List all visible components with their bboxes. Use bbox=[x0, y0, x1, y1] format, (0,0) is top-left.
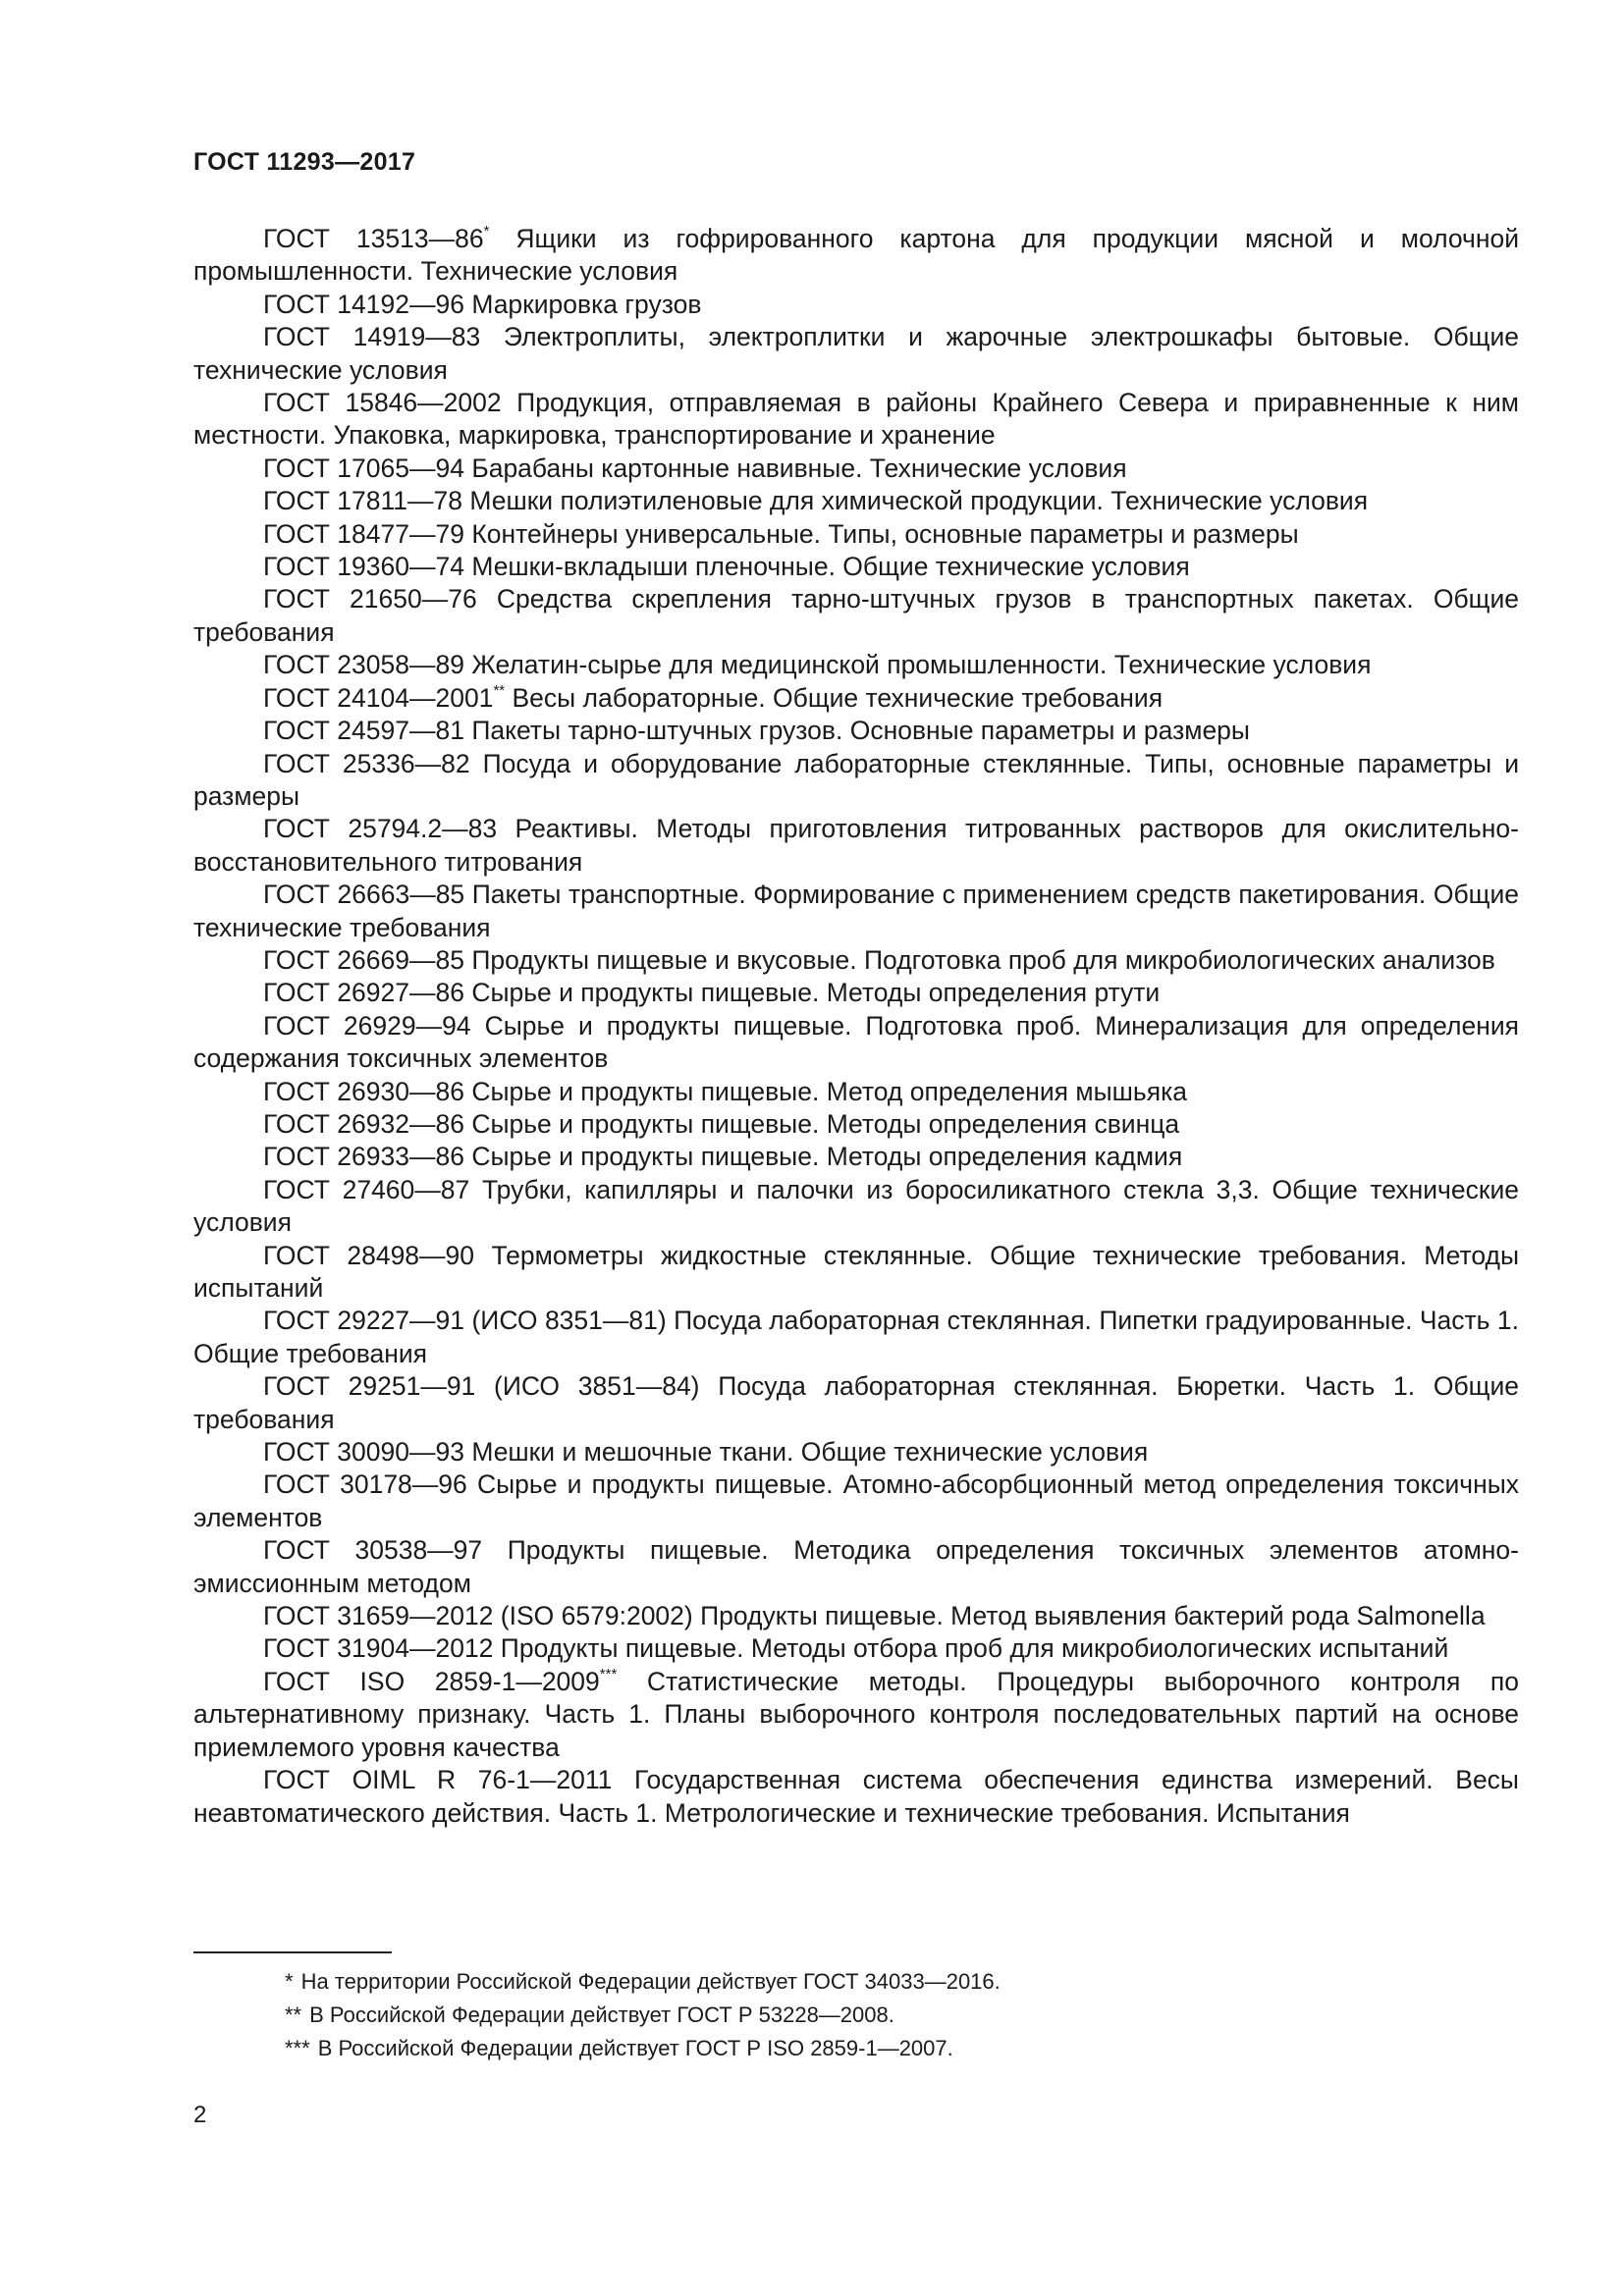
footnote-text: На территории Российской Федерации действует ГОСТ 34033—2016. bbox=[300, 1969, 1001, 1994]
reference-code: ГОСТ 28498—90 bbox=[263, 1240, 475, 1270]
reference-title: Желатин-сырье для медицинской промышленности. Технические условия bbox=[463, 650, 1372, 680]
reference-entry bbox=[193, 1534, 1519, 1600]
reference-entry bbox=[193, 1666, 1519, 1764]
reference-entry bbox=[193, 1240, 1519, 1306]
reference-entry bbox=[193, 649, 1519, 681]
reference-code: ГОСТ OIML R 76-1—2011 bbox=[263, 1765, 613, 1795]
footnote-mark: *** bbox=[285, 2036, 310, 2060]
reference-code: ГОСТ 25336—82 bbox=[263, 748, 470, 778]
reference-title: (ИСО 8351—81) Посуда лабораторная стеклянная. Пипетки градуированные. Часть 1. Общие требования bbox=[193, 1306, 1519, 1368]
reference-code: ГОСТ 14919—83 bbox=[263, 322, 481, 352]
footnote-text: В Российской Федерации действует ГОСТ Р 53228—2008. bbox=[309, 2002, 894, 2027]
reference-entry bbox=[193, 551, 1519, 583]
reference-entry bbox=[193, 715, 1519, 747]
reference-title: Маркировка грузов bbox=[463, 289, 702, 319]
footnote-mark: * bbox=[483, 223, 490, 240]
reference-entry bbox=[193, 453, 1519, 485]
page-number: 2 bbox=[193, 2102, 207, 2128]
reference-title: Посуда и оборудование лабораторные стеклянные. Типы, основные параметры и размеры bbox=[193, 748, 1519, 811]
reference-entry bbox=[193, 1632, 1519, 1665]
footnote-mark: ** bbox=[285, 2002, 302, 2027]
reference-entry bbox=[193, 289, 1519, 321]
footnote bbox=[285, 1966, 1001, 1998]
reference-title: Весы лабораторные. Общие технические требования bbox=[505, 682, 1164, 713]
reference-title: Мешки полиэтиленовые для химической продукции. Технические условия bbox=[461, 486, 1369, 516]
reference-code: ГОСТ 14192—96 bbox=[263, 289, 464, 319]
reference-code: ГОСТ 30538—97 bbox=[263, 1535, 483, 1566]
reference-entry bbox=[193, 1468, 1519, 1534]
reference-code: ГОСТ 26669—85 bbox=[263, 944, 464, 975]
reference-code: ГОСТ 21650—76 bbox=[263, 584, 477, 614]
reference-title: Пакеты транспортные. Формирование с применением средств пакетирования. Общие технические требования bbox=[193, 880, 1519, 942]
footnote-separator bbox=[193, 1951, 392, 1953]
reference-code: ГОСТ 26930—86 bbox=[263, 1076, 464, 1106]
reference-title: Ящики из гофрированного картона для продукции мясной и молочной промышленности. Технические условия bbox=[193, 224, 1520, 287]
reference-entry bbox=[193, 1010, 1519, 1076]
reference-entry bbox=[193, 1305, 1519, 1370]
reference-title: Сырье и продукты пищевые. Метод определения мышьяка bbox=[463, 1076, 1187, 1106]
reference-entry bbox=[193, 1600, 1519, 1632]
reference-title: (ISO 6579:2002) Продукты пищевые. Метод выявления бактерий рода Salmonella bbox=[493, 1601, 1486, 1631]
reference-code: ГОСТ 18477—79 bbox=[263, 518, 464, 549]
reference-title: Контейнеры универсальные. Типы, основные параметры и размеры bbox=[463, 518, 1299, 549]
normative-references-list bbox=[193, 223, 1519, 1830]
reference-code: ГОСТ 31904—2012 bbox=[263, 1633, 494, 1664]
reference-code: ГОСТ 15846—2002 bbox=[263, 388, 502, 418]
reference-title: Сырье и продукты пищевые. Атомно-абсорбционный метод определения токсичных элементов bbox=[193, 1469, 1520, 1532]
reference-code: ГОСТ 30178—96 bbox=[263, 1469, 467, 1500]
reference-entry bbox=[193, 748, 1519, 814]
footnote bbox=[285, 2000, 1001, 2031]
reference-code: ГОСТ 17065—94 bbox=[263, 453, 464, 483]
reference-entry bbox=[193, 387, 1519, 453]
footnote-mark: * bbox=[285, 1969, 294, 1994]
reference-code: ГОСТ 24104—2001 bbox=[263, 682, 494, 713]
footnotes bbox=[285, 1966, 1001, 2066]
reference-code: ГОСТ 26933—86 bbox=[263, 1142, 464, 1172]
reference-entry bbox=[193, 321, 1519, 387]
reference-entry bbox=[193, 1076, 1519, 1108]
reference-code: ГОСТ 17811—78 bbox=[263, 486, 462, 516]
reference-title: Сырье и продукты пищевые. Методы определения ртути bbox=[463, 978, 1161, 1008]
reference-code: ГОСТ 27460—87 bbox=[263, 1174, 470, 1204]
reference-code: ГОСТ 25794.2—83 bbox=[263, 814, 498, 844]
reference-entry bbox=[193, 1764, 1519, 1830]
reference-title: Продукция, отправляемая в районы Крайнего Севера и приравненные к ним местности. Упаковка, маркировка, транспортирование и хранение bbox=[193, 388, 1519, 451]
reference-code: ГОСТ 13513—86 bbox=[263, 224, 484, 253]
reference-title: Сырье и продукты пищевые. Методы определения свинца bbox=[463, 1108, 1180, 1139]
reference-title: Электроплиты, электроплитки и жарочные электрошкафы бытовые. Общие технические условия bbox=[193, 322, 1519, 385]
reference-code: ГОСТ 31659—2012 bbox=[263, 1601, 494, 1631]
reference-title: Пакеты тарно-штучных грузов. Основные параметры и размеры bbox=[463, 716, 1250, 746]
reference-title: Термометры жидкостные стеклянные. Общие технические требования. Методы испытаний bbox=[193, 1240, 1519, 1303]
footnote-text: В Российской Федерации действует ГОСТ Р ISO 2859-1—2007. bbox=[317, 2036, 953, 2060]
reference-entry bbox=[193, 813, 1519, 879]
reference-code: ГОСТ 26929—94 bbox=[263, 1010, 471, 1041]
document-header: ГОСТ 11293—2017 bbox=[193, 148, 416, 176]
reference-title: Сырье и продукты пищевые. Методы определения кадмия bbox=[463, 1142, 1183, 1172]
reference-title: Продукты пищевые. Методы отбора проб для микробиологических испытаний bbox=[493, 1633, 1449, 1664]
reference-title: (ИСО 3851—84) Посуда лабораторная стеклянная. Бюретки. Часть 1. Общие требования bbox=[193, 1371, 1519, 1434]
reference-title: Продукты пищевые. Методика определения токсичных элементов атомно-эмиссионным методом bbox=[193, 1535, 1519, 1598]
reference-entry bbox=[193, 682, 1519, 715]
reference-code: ГОСТ ISO 2859-1—2009 bbox=[263, 1666, 600, 1696]
reference-code: ГОСТ 23058—89 bbox=[263, 650, 464, 680]
reference-title: Мешки-вкладыши пленочные. Общие технические условия bbox=[463, 552, 1190, 582]
reference-title: Сырье и продукты пищевые. Подготовка проб. Минерализация для определения содержания токсичных элементов bbox=[193, 1010, 1519, 1074]
footnote-mark: *** bbox=[599, 1666, 618, 1683]
reference-code: ГОСТ 26927—86 bbox=[263, 978, 464, 1008]
reference-title: Средства скрепления тарно-штучных грузов в транспортных пакетах. Общие требования bbox=[193, 584, 1520, 647]
reference-entry bbox=[193, 879, 1519, 944]
reference-entry bbox=[193, 583, 1519, 649]
reference-entry bbox=[193, 1174, 1519, 1240]
reference-entry bbox=[193, 1141, 1519, 1173]
reference-title: Государственная система обеспечения единства измерений. Весы неавтоматического действия. Часть 1. Метрологические и технические требования. Испытания bbox=[193, 1765, 1519, 1828]
reference-entry bbox=[193, 223, 1519, 289]
reference-title: Продукты пищевые и вкусовые. Подготовка проб для микробиологических анализов bbox=[463, 944, 1495, 975]
reference-entry bbox=[193, 977, 1519, 1009]
reference-title: Мешки и мешочные ткани. Общие технические условия bbox=[463, 1437, 1149, 1468]
reference-code: ГОСТ 29251—91 bbox=[263, 1371, 476, 1402]
footnote-mark: ** bbox=[493, 681, 506, 699]
reference-title: Статистические методы. Процедуры выборочного контроля по альтернативному признаку. Часть 1. Планы выборочного контроля последовательных партий на основе приемлемого уровня качества bbox=[193, 1666, 1519, 1762]
reference-code: ГОСТ 19360—74 bbox=[263, 552, 464, 582]
reference-code: ГОСТ 26663—85 bbox=[263, 880, 465, 910]
reference-code: ГОСТ 29227—91 bbox=[263, 1306, 465, 1336]
reference-code: ГОСТ 30090—93 bbox=[263, 1437, 464, 1468]
reference-entry bbox=[193, 944, 1519, 977]
reference-code: ГОСТ 26932—86 bbox=[263, 1108, 464, 1139]
reference-entry bbox=[193, 518, 1519, 551]
reference-entry bbox=[193, 1436, 1519, 1468]
reference-title: Барабаны картонные навивные. Технические условия bbox=[463, 453, 1127, 483]
reference-code: ГОСТ 24597—81 bbox=[263, 716, 464, 746]
reference-entry bbox=[193, 1108, 1519, 1141]
reference-entry bbox=[193, 485, 1519, 517]
reference-entry bbox=[193, 1370, 1519, 1436]
footnote bbox=[285, 2033, 1001, 2064]
reference-title: Трубки, капилляры и палочки из боросиликатного стекла 3,3. Общие технические условия bbox=[193, 1174, 1519, 1238]
reference-title: Реактивы. Методы приготовления титрованных растворов для окислительно-восстановительного титрования bbox=[193, 814, 1519, 877]
